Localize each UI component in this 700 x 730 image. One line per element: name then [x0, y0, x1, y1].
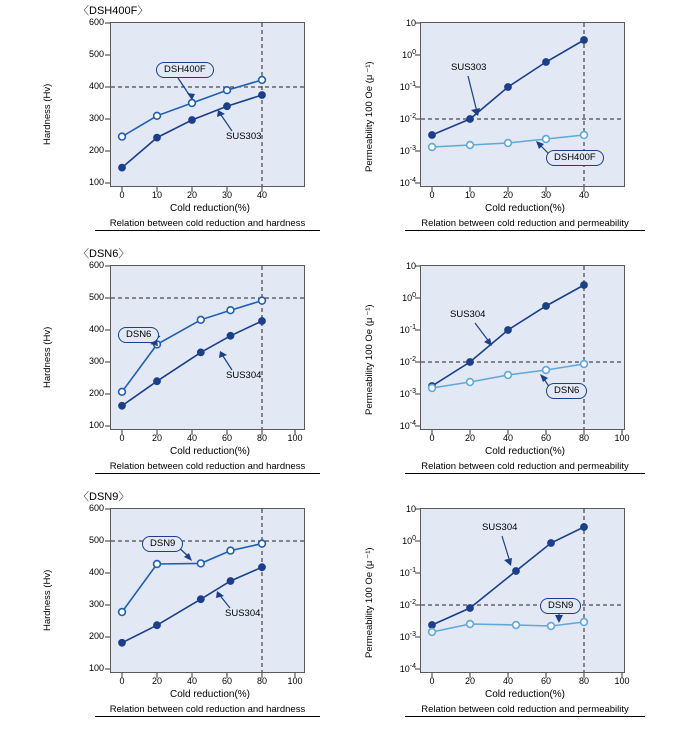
- y-tick: $10^{-3}$: [399, 631, 416, 642]
- y-tick: $10^{-1}$: [399, 324, 416, 335]
- chart-panel-dsn9-permeability: [350, 486, 700, 729]
- y-tick: $10^{-2}$: [399, 356, 416, 367]
- y-tick: 400: [88, 81, 104, 91]
- permeability-series-svg: [350, 0, 700, 243]
- y-tick: $10^{-2}$: [399, 599, 416, 610]
- x-tick: 40: [186, 433, 197, 443]
- y-tick: 10: [405, 261, 416, 271]
- y-tick: $10^{-1}$: [399, 567, 416, 578]
- x-tick: 100: [614, 433, 630, 443]
- x-tick: 40: [502, 676, 513, 686]
- y-tick: $10^{-4}$: [399, 177, 416, 188]
- x-tick: 20: [186, 190, 197, 200]
- y-tick: $10^{-2}$: [399, 113, 416, 124]
- y-tick: $10^{-1}$: [399, 81, 416, 92]
- y-tick: 500: [88, 535, 104, 545]
- y-tick: 500: [88, 292, 104, 302]
- hardness-series-svg: [0, 243, 350, 486]
- x-tick: 30: [221, 190, 232, 200]
- x-tick: 80: [578, 433, 589, 443]
- y-tick: $10^{-3}$: [399, 145, 416, 156]
- permeability-series-svg: [350, 243, 700, 486]
- x-tick: 40: [578, 190, 589, 200]
- x-axis-label: Cold reduction(%): [169, 203, 251, 214]
- series-callout-dsh400f: DSH400F: [546, 150, 604, 166]
- series-label-sus304: SUS304: [226, 370, 262, 381]
- hardness-series-svg: [0, 0, 350, 243]
- y-tick: 10: [405, 18, 416, 28]
- x-tick: 80: [256, 676, 267, 686]
- chart-caption: Relation between cold reduction and hardness: [95, 218, 320, 231]
- y-tick: 200: [88, 388, 104, 398]
- chart-row-dsn6: [0, 243, 700, 486]
- y-tick: 10: [405, 504, 416, 514]
- series-callout-dsh400f: DSH400F: [156, 62, 214, 78]
- series-label-sus303: SUS303: [226, 131, 262, 142]
- x-axis-label: Cold reduction(%): [484, 446, 566, 457]
- y-tick: 200: [88, 145, 104, 155]
- x-tick: 0: [119, 676, 125, 686]
- x-tick: 40: [186, 676, 197, 686]
- x-axis-label: Cold reduction(%): [169, 446, 251, 457]
- y-tick: $10^0$: [402, 292, 416, 303]
- x-tick: 100: [614, 676, 630, 686]
- y-tick: 200: [88, 631, 104, 641]
- x-tick: 60: [540, 676, 551, 686]
- series-callout-dsn6: DSN6: [546, 383, 587, 399]
- chart-caption: Relation between cold reduction and hardness: [95, 461, 320, 474]
- y-tick: $10^0$: [402, 49, 416, 60]
- x-tick: 10: [464, 190, 475, 200]
- x-axis-label: Cold reduction(%): [484, 689, 566, 700]
- x-tick: 60: [221, 676, 232, 686]
- y-tick: $10^0$: [402, 535, 416, 546]
- x-tick: 20: [464, 676, 475, 686]
- x-tick: 10: [151, 190, 162, 200]
- x-tick: 40: [256, 190, 267, 200]
- x-tick: 0: [429, 190, 435, 200]
- y-tick: 400: [88, 567, 104, 577]
- y-tick: 400: [88, 324, 104, 334]
- series-label-sus304: SUS304: [225, 608, 261, 619]
- y-axis-label: Permeability 100 Oe (μ ⁻¹): [364, 61, 375, 172]
- y-axis-label: Hardness (Hv): [42, 83, 53, 145]
- series-label-sus304: SUS304: [450, 309, 486, 320]
- permeability-series-svg: [350, 486, 700, 729]
- y-tick: $10^{-4}$: [399, 420, 416, 431]
- x-tick: 30: [540, 190, 551, 200]
- series-callout-dsn6: DSN6: [118, 327, 159, 343]
- y-axis-label: Hardness (Hv): [42, 569, 53, 631]
- x-tick: 0: [119, 190, 125, 200]
- x-tick: 60: [221, 433, 232, 443]
- y-tick: $10^{-4}$: [399, 663, 416, 674]
- y-tick: 500: [88, 49, 104, 59]
- chart-panel-dsn6-permeability: [350, 243, 700, 486]
- x-tick: 100: [287, 433, 303, 443]
- y-tick: 300: [88, 356, 104, 366]
- chart-row-dsh400f: [0, 0, 700, 243]
- series-label-sus303: SUS303: [451, 62, 487, 73]
- x-tick: 0: [119, 433, 125, 443]
- y-tick: 300: [88, 113, 104, 123]
- x-tick: 80: [256, 433, 267, 443]
- series-callout-dsn9: DSN9: [142, 536, 183, 552]
- chart-panel-dsh400f-hardness: [0, 0, 350, 243]
- chart-caption: Relation between cold reduction and permeability: [405, 461, 645, 474]
- group-title-dsn9: 〈DSN9〉: [78, 491, 130, 503]
- y-axis-label: Permeability 100 Oe (μ ⁻¹): [364, 547, 375, 658]
- chart-caption: Relation between cold reduction and permeability: [405, 704, 645, 717]
- y-tick: 600: [88, 503, 104, 513]
- series-callout-dsn9: DSN9: [540, 598, 581, 614]
- chart-caption: Relation between cold reduction and permeability: [405, 218, 645, 231]
- x-tick: 20: [502, 190, 513, 200]
- x-tick: 100: [287, 676, 303, 686]
- series-label-sus304: SUS304: [482, 522, 518, 533]
- chart-panel-dsn6-hardness: [0, 243, 350, 486]
- hardness-series-svg: [0, 486, 350, 729]
- y-axis-label: Permeability 100 Oe (μ ⁻¹): [364, 304, 375, 415]
- chart-panel-dsn9-hardness: [0, 486, 350, 729]
- x-tick: 20: [464, 433, 475, 443]
- chart-caption: Relation between cold reduction and hardness: [95, 704, 320, 717]
- x-tick: 60: [540, 433, 551, 443]
- x-tick: 0: [429, 676, 435, 686]
- group-title-dsn6: 〈DSN6〉: [78, 248, 130, 260]
- y-tick: $10^{-3}$: [399, 388, 416, 399]
- y-axis-label: Hardness (Hv): [42, 326, 53, 388]
- y-tick: 100: [88, 663, 104, 673]
- y-tick: 100: [88, 177, 104, 187]
- group-title-dsh400f: 〈DSH400F〉: [78, 5, 149, 17]
- x-axis-label: Cold reduction(%): [169, 689, 251, 700]
- x-axis-label: Cold reduction(%): [484, 203, 566, 214]
- x-tick: 20: [151, 433, 162, 443]
- chart-row-dsn9: [0, 486, 700, 730]
- x-tick: 20: [151, 676, 162, 686]
- y-tick: 100: [88, 420, 104, 430]
- x-tick: 0: [429, 433, 435, 443]
- x-tick: 80: [578, 676, 589, 686]
- y-tick: 600: [88, 17, 104, 27]
- y-tick: 300: [88, 599, 104, 609]
- y-tick: 600: [88, 260, 104, 270]
- x-tick: 40: [502, 433, 513, 443]
- chart-panel-dsh400f-permeability: [350, 0, 700, 243]
